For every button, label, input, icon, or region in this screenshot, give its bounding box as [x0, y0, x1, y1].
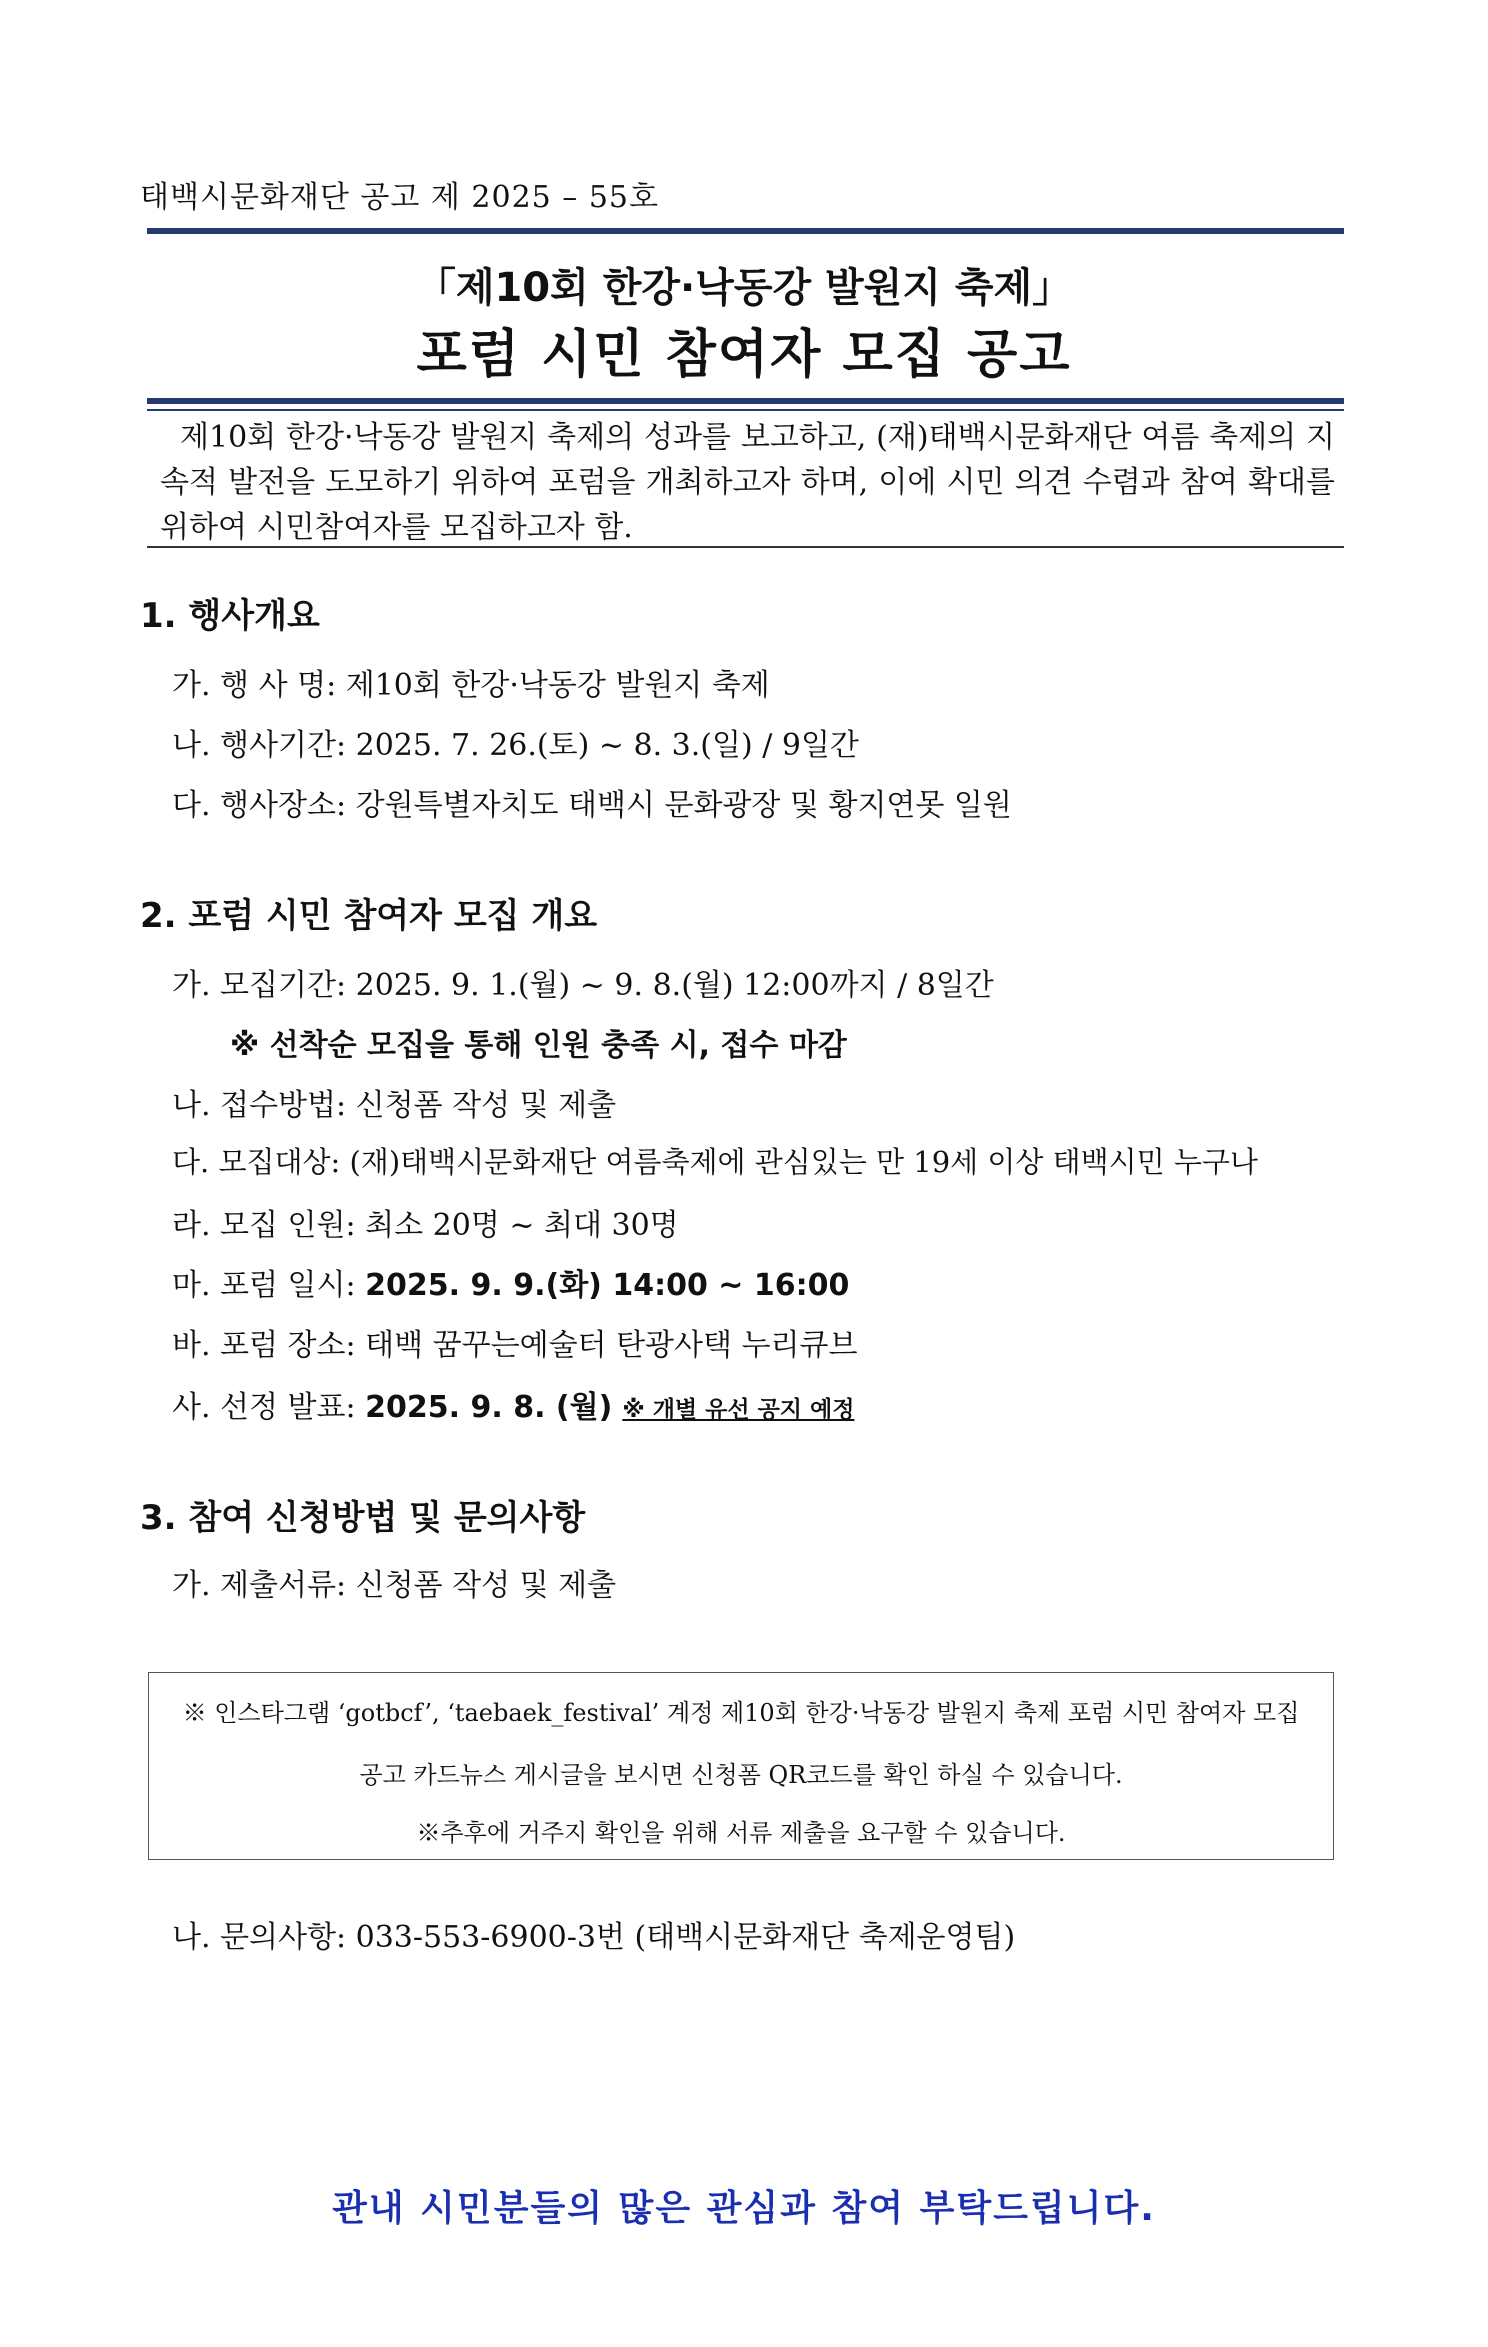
section2-heading: 2. 포럼 시민 참여자 모집 개요: [140, 896, 598, 936]
page-title: 포럼 시민 참여자 모집 공고: [416, 325, 1072, 385]
forum-datetime: 2025. 9. 9.(화) 14:00 ~ 16:00: [365, 1268, 850, 1303]
section3-item-na: 나. 문의사항: 033-553-6900-3번 (태백시문화재단 축제운영팀): [172, 1920, 1016, 1955]
section3-item-ga: 가. 제출서류: 신청폼 작성 및 제출: [172, 1568, 617, 1603]
section2-item-ma-label: 마. 포럼 일시:: [172, 1268, 366, 1303]
section2-item-ma: [172, 1260, 849, 1304]
intro-rule: [147, 546, 1344, 548]
intro-paragraph: 제10회 한강·낙동강 발원지 축제의 성과를 보고하고, (재)태백시문화재단 여름 축제의 지속적 발전을 도모하기 위하여 포럼을 개최하고자 하며, 이에 시민 의견 수렴과 참여 확대를 위하여 시민참여자를 모집하고자 함.: [160, 420, 1335, 545]
section2-item-ba: 바. 포럼 장소: 태백 꿈꾸는예술터 탄광사택 누리큐브: [172, 1328, 858, 1363]
section2-item-sa-label: 사. 선정 발표:: [172, 1390, 366, 1425]
section2-item-na: 나. 접수방법: 신청폼 작성 및 제출: [172, 1088, 617, 1123]
section2-note: ※ 선착순 모집을 통해 인원 충족 시, 접수 마감: [230, 1028, 847, 1063]
title-rule-thin: [147, 409, 1344, 411]
title-line-1: 「제10회 한강·낙동강 발원지 축제」: [415, 265, 1073, 311]
section2-item-sa: [172, 1382, 854, 1426]
section2-item-da: 다. 모집대상: (재)태백시문화재단 여름축제에 관심있는 만 19세 이상 태백시민 누구나: [172, 1145, 1258, 1179]
top-rule: [147, 228, 1344, 234]
box-line-1: ※ 인스타그램 ‘gotbcf’, ‘taebaek_festival’ 계정 제10회 한강·낙동강 발원지 축제 포럼 시민 참여자 모집: [182, 1699, 1300, 1727]
section2-item-ra: 라. 모집 인원: 최소 20명 ~ 최대 30명: [172, 1208, 679, 1243]
section1-item-ga: 가. 행 사 명: 제10회 한강·낙동강 발원지 축제: [172, 668, 770, 703]
title-rule-thick: [147, 398, 1344, 404]
notice-number: 태백시문화재단 공고 제 2025 – 55호: [140, 180, 659, 215]
announcement-note: ※ 개별 유선 공지 예정: [622, 1397, 855, 1423]
section1-heading: 1. 행사개요: [140, 596, 320, 636]
section2-item-ga: 가. 모집기간: 2025. 9. 1.(월) ~ 9. 8.(월) 12:00까지 / 8일간: [172, 968, 994, 1003]
section3-heading: 3. 참여 신청방법 및 문의사항: [140, 1498, 586, 1538]
section1-item-na: 나. 행사기간: 2025. 7. 26.(토) ~ 8. 3.(일) / 9일간: [172, 728, 859, 763]
section1-item-da: 다. 행사장소: 강원특별자치도 태백시 문화광장 및 황지연못 일원: [172, 788, 1012, 823]
box-line-2: 공고 카드뉴스 게시글을 보시면 신청폼 QR코드를 확인 하실 수 있습니다.: [359, 1761, 1123, 1789]
instagram-info-box: [148, 1672, 1334, 1860]
closing-message: 관내 시민분들의 많은 관심과 참여 부탁드립니다.: [332, 2188, 1156, 2229]
box-line-3: ※추후에 거주지 확인을 위해 서류 제출을 요구할 수 있습니다.: [416, 1819, 1066, 1847]
announcement-date: 2025. 9. 8. (월): [365, 1390, 613, 1425]
